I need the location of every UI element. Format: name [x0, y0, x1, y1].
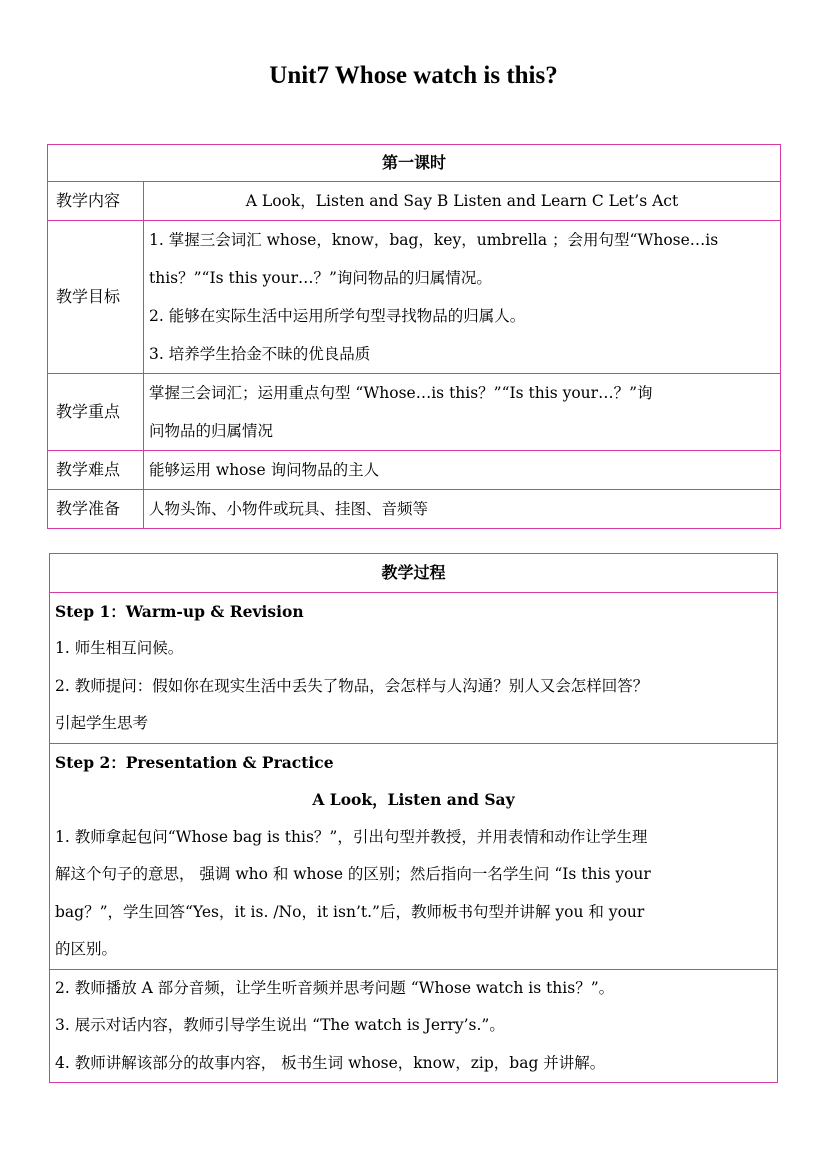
- step2-title: Step 2：Presentation & Practice: [55, 752, 334, 772]
- process-header: 教学过程: [50, 554, 778, 593]
- step2-line: 的区别。: [55, 940, 118, 958]
- step1-cell: [50, 592, 778, 743]
- step3-line: 2. 教师播放 A 部分音频，让学生听音频并思考问题 “Whose watch is this？”。: [55, 978, 615, 997]
- lesson-info-table: [47, 144, 781, 529]
- difficulty-label: 教学难点: [48, 451, 144, 490]
- table-row: [48, 374, 781, 451]
- step2-subtitle: A Look，Listen and Say: [312, 790, 515, 809]
- step1-line: 引起学生思考: [55, 714, 149, 732]
- table-row: [48, 490, 781, 529]
- table-row: [50, 969, 778, 1083]
- teaching-process-table: [49, 553, 778, 1083]
- step1-line: 2. 教师提问：假如你在现实生活中丢失了物品，会怎样与人沟通？别人又会怎样回答？: [55, 676, 649, 695]
- content-label: 教学内容: [48, 182, 144, 221]
- table-header-row: [50, 554, 778, 593]
- goals-line: 2. 能够在实际生活中运用所学句型寻找物品的归属人。: [149, 307, 526, 325]
- goals-line: 1. 掌握三会词汇 whose，know，bag，key，umbrella ；会用句型“Whose…is: [149, 231, 719, 249]
- goals-value: [144, 221, 781, 374]
- step2-line: bag？”，学生回答“Yes，it is. /No，it isn’t.”后，教师板书句型并讲解 you 和 your: [55, 902, 645, 921]
- table-row: [50, 743, 778, 969]
- step1-title: Step 1：Warm-up & Revision: [55, 601, 304, 621]
- lesson-period-header: 第一课时: [48, 145, 781, 182]
- difficulty-value: 能够运用 whose 询问物品的主人: [144, 451, 781, 490]
- table-row: [48, 221, 781, 374]
- preparation-value: 人物头饰、小物件或玩具、挂图、音频等: [144, 490, 781, 529]
- keypoints-label: 教学重点: [48, 374, 144, 451]
- table-row: [48, 182, 781, 221]
- step3-cell: [50, 969, 778, 1083]
- step2-line: 1. 教师拿起包问“Whose bag is this？”，引出句型并教授，并用表情和动作让学生理: [55, 827, 648, 846]
- step2-line: 解这个句子的意思， 强调 who 和 whose 的区别；然后指向一名学生问 “Is this your: [55, 865, 651, 883]
- step2-cell: [50, 743, 778, 969]
- step3-line: 3. 展示对话内容，教师引导学生说出 “The watch is Jerry’s.”。: [55, 1016, 505, 1034]
- keypoints-line: 问物品的归属情况: [149, 422, 274, 440]
- table-row: [50, 592, 778, 743]
- preparation-label: 教学准备: [48, 490, 144, 529]
- table-header-row: [48, 145, 781, 182]
- goals-line: this？”“Is this your…？”询问物品的归属情况。: [149, 269, 492, 287]
- goals-label: 教学目标: [48, 221, 144, 374]
- keypoints-value: [144, 374, 781, 451]
- content-value: A Look，Listen and Say B Listen and Learn C Let’s Act: [144, 182, 781, 221]
- goals-line: 3. 培养学生拾金不昧的优良品质: [149, 345, 371, 363]
- table-row: [48, 451, 781, 490]
- keypoints-line: 掌握三会词汇；运用重点句型 “Whose…is this？”“Is this your…？”询: [149, 384, 653, 402]
- step1-line: 1. 师生相互问候。: [55, 639, 184, 657]
- step3-line: 4. 教师讲解该部分的故事内容， 板书生词 whose，know，zip，bag 并讲解。: [55, 1053, 606, 1072]
- document-title: Unit7 Whose watch is this?: [269, 62, 558, 89]
